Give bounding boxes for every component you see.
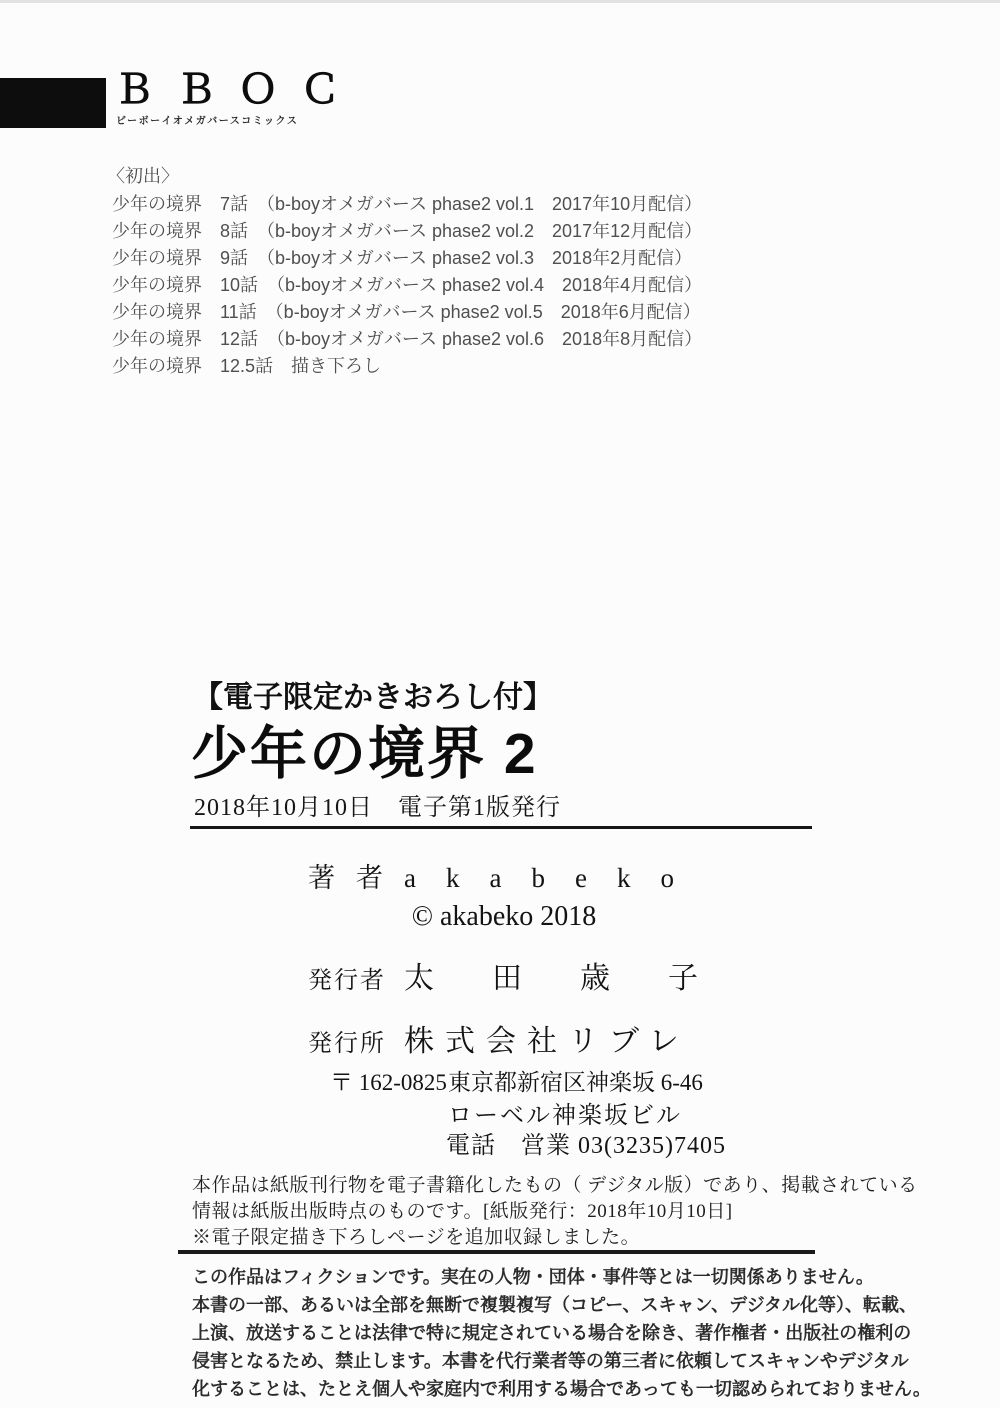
copyright-line: © akabeko 2018	[411, 901, 597, 932]
author-row	[308, 856, 704, 895]
author-name: akabeko	[404, 863, 704, 893]
first-publication-entry: 少年の境界 10話 （b-boyオメガバース phase2 vol.4 2018年4月配信）	[112, 275, 703, 295]
publisher-postal-code: 〒 162-0825	[330, 1070, 447, 1095]
digital-notice-line: 本作品は紙版刊行物を電子書籍化したもの（ デジタル版）であり、掲載されている	[192, 1175, 918, 1196]
first-publication-entry: 少年の境界 8話 （b-boyオメガバース phase2 vol.2 2017年12月配信）	[112, 221, 703, 241]
publisher-address-line2: ローベル神楽坂ビル	[448, 1103, 682, 1129]
first-publication-heading: 〈初出〉	[107, 166, 179, 186]
publisher-logo-subtitle: ビーボーイオメガバースコミックス	[116, 116, 299, 127]
digital-notice-line: 情報は紙版出版時点のものです。[紙版発行：2018年10月10日]	[192, 1201, 733, 1222]
digital-notice-line: ※電子限定描き下ろしページを追加収録しました。	[192, 1227, 641, 1248]
author-label: 著者	[308, 863, 404, 893]
first-publication-entry: 少年の境界 7話 （b-boyオメガバース phase2 vol.1 2017年10月配信）	[112, 194, 703, 214]
publisher-logo-acronym: ＢＢＯＣ	[114, 67, 362, 112]
publisher-company-label: 発行所	[308, 1031, 386, 1057]
publisher-address-row	[330, 1064, 703, 1097]
publisher-logo-bar	[0, 78, 106, 128]
first-publication-entry: 少年の境界 11話 （b-boyオメガバース phase2 vol.5 2018年6月配信）	[112, 302, 701, 322]
legal-notice-line: 侵害となるため、禁止します。本書を代行業者等の第三者に依頼してスキャンやデジタル	[192, 1351, 909, 1371]
publisher-person-label: 発行者	[308, 968, 386, 994]
publisher-phone: 電話 営業 03(3235)7405	[446, 1133, 726, 1159]
publisher-company-name: 株式会社リブレ	[404, 1025, 690, 1058]
book-title: 少年の境界 2	[191, 722, 538, 786]
legal-notice-line: 上演、放送することは法律で特に規定されている場合を除き、著作権者・出版社の権利の	[192, 1323, 912, 1343]
legal-notice	[192, 1263, 931, 1403]
page-top-edge	[0, 0, 1000, 3]
publisher-address-line1: 東京都新宿区神楽坂 6-46	[448, 1070, 703, 1095]
first-publication-entry: 少年の境界 9話 （b-boyオメガバース phase2 vol.3 2018年2月配信）	[112, 248, 693, 268]
digital-edition-notice	[192, 1173, 918, 1251]
divider-rule-thick	[178, 1250, 815, 1254]
legal-notice-line: 化することは、たとえ個人や家庭内で利用する場合であっても一切認められておりません。	[192, 1379, 931, 1399]
publisher-person-row	[308, 953, 756, 997]
publisher-company-row	[308, 1016, 690, 1060]
first-publication-list	[112, 191, 702, 380]
first-publication-entry: 少年の境界 12話 （b-boyオメガバース phase2 vol.6 2018年8月配信）	[112, 329, 703, 349]
publisher-person-name: 太田歳子	[404, 962, 756, 995]
divider-rule	[190, 826, 812, 829]
legal-notice-line: 本書の一部、あるいは全部を無断で複製複写（コピー、スキャン、デジタル化等）、転載、	[192, 1295, 918, 1315]
legal-notice-line: この作品はフィクションです。実在の人物・団体・事件等とは一切関係ありません。	[192, 1267, 874, 1287]
issue-date: 2018年10月10日 電子第1版発行	[194, 795, 561, 821]
first-publication-entry: 少年の境界 12.5話 描き下ろし	[112, 356, 382, 376]
edition-note: 【電子限定かきおろし付】	[193, 681, 553, 714]
